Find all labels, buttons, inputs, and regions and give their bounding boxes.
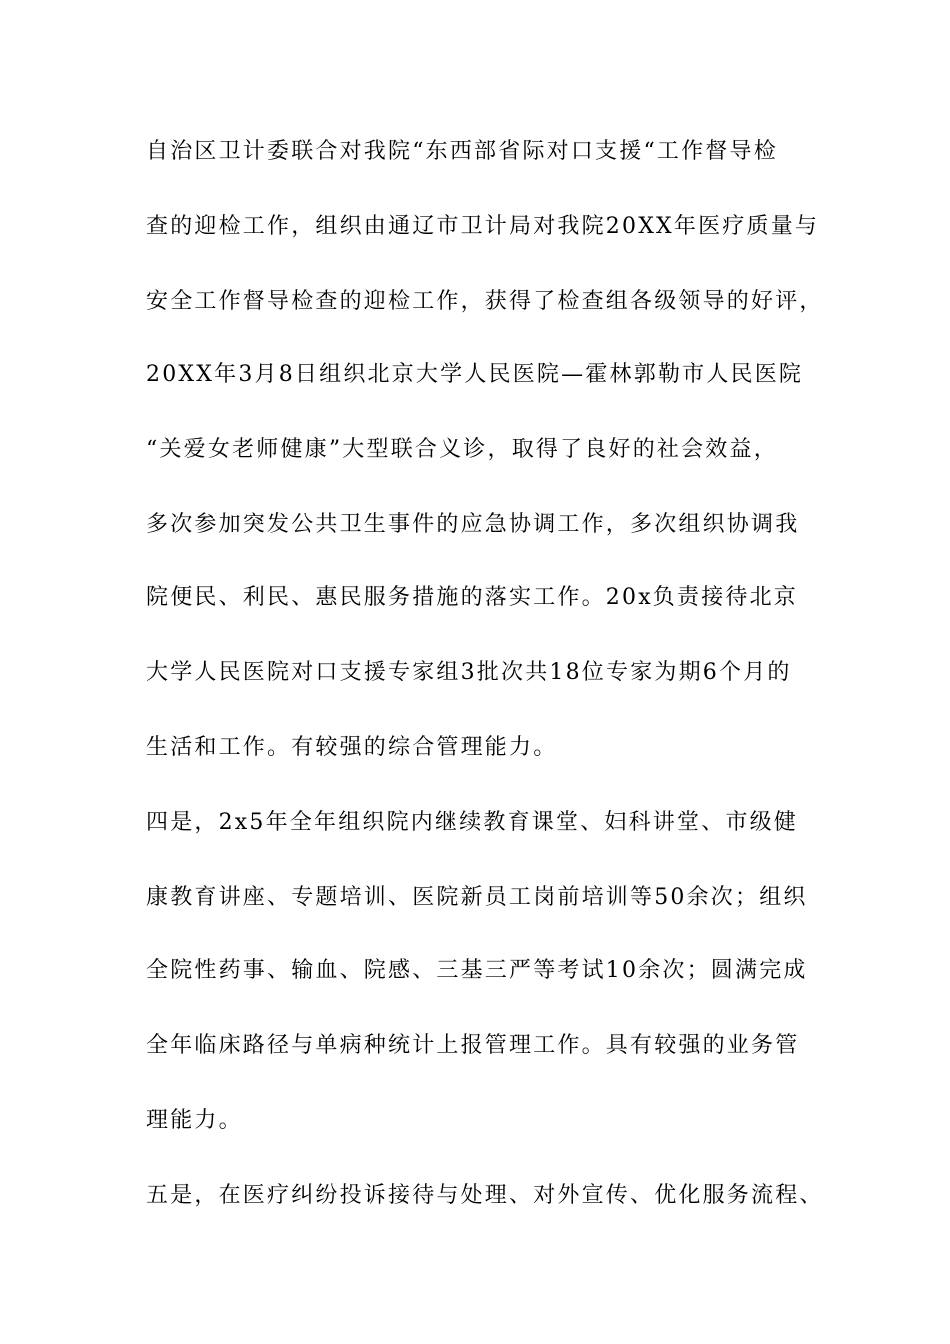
text-line: 自治区卫计委联合对我院“东西部省际对口支援“工作督导检 [146,139,778,164]
text-line: 多次参加突发公共卫生事件的应急协调工作，多次组织协调我 [146,512,800,537]
text-line: 院便民、利民、惠民服务措施的落实工作。20x负责接待北京 [146,585,799,610]
text-line: 四是，2x5年全年组织院内继续教育课堂、妇科讲堂、市级健 [146,810,799,835]
text-line: 查的迎检工作，组织由通辽市卫计局对我院20XX年医疗质量与 [146,214,820,239]
text-line: 生活和工作。有较强的综合管理能力。 [146,735,558,760]
text-line: 大学人民医院对口支援专家组3批次共18位专家为期6个月的 [146,660,792,685]
text-line: 理能力。 [146,1108,243,1133]
text-line: 康教育讲座、专题培训、医院新员工岗前培训等50余次；组织 [146,885,808,910]
text-line: “关爱女老师健康”大型联合义诊，取得了良好的社会效益， [146,437,778,462]
text-line: 20XX年3月8日组织北京大学人民医院—霍林郭勒市人民医院 [146,362,804,387]
text-line: 五是，在医疗纠纷投诉接待与处理、对外宣传、优化服务流程、 [146,1183,824,1208]
text-line: 安全工作督导检查的迎检工作，获得了检查组各级领导的好评， [146,289,824,314]
text-line: 全院性药事、输血、院感、三基三严等考试10余次；圆满完成 [146,958,808,983]
text-line: 全年临床路径与单病种统计上报管理工作。具有较强的业务管 [146,1033,800,1058]
